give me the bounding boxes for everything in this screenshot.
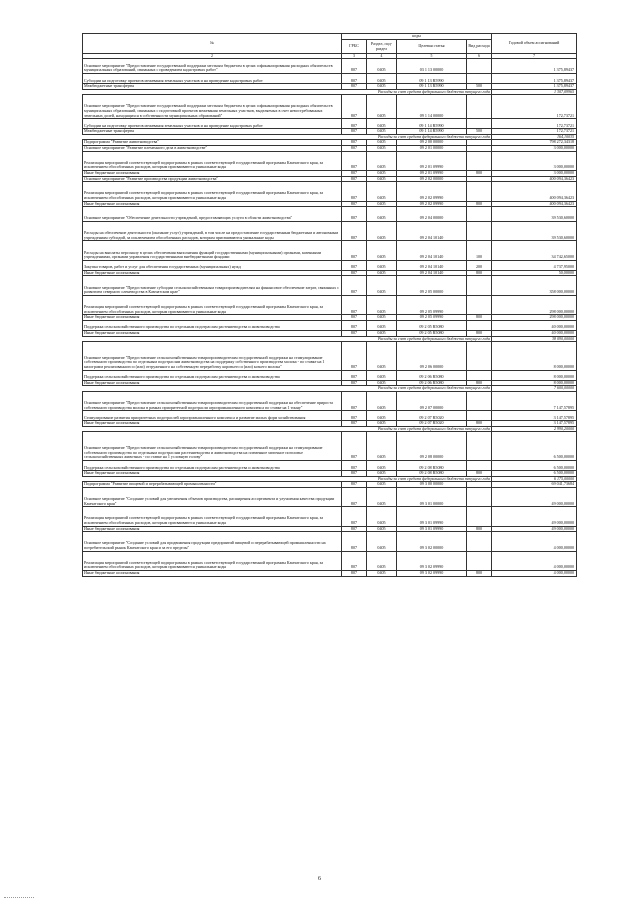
- expense-name-cell: Субсидии на подготовку проектов межевания земельных участков и на проведение кадастровых работ: [83, 74, 342, 84]
- grbs-cell: 807: [342, 84, 367, 90]
- expense-name-cell: Расходы на обеспечение деятельности (оказание услуг) учреждений, в том числе на предоставление государственным бюджетным и автономным учреждениям субсидий, за исключением обособленных расходов, которым присваиваются уникальные коды: [83, 221, 342, 240]
- razdel-cell: 0405: [367, 295, 397, 314]
- amount-cell: 40 000,00000: [492, 331, 577, 337]
- index-cell: 4: [367, 54, 397, 59]
- grbs-cell: 807: [342, 507, 367, 526]
- grbs-cell: 807: [342, 342, 367, 371]
- razdel-cell: 0405: [367, 315, 397, 321]
- razdel-cell: 0405: [367, 461, 397, 471]
- amount-cell: 49 000,00000: [492, 507, 577, 526]
- target-item-cell: 09 3 02 00000: [397, 532, 467, 551]
- razdel-cell: 0405: [367, 170, 397, 176]
- table-row: [83, 59, 577, 74]
- grbs-cell: 807: [342, 260, 367, 270]
- target-item-cell: 09 2 04 00000: [397, 207, 467, 222]
- razdel-cell: 0405: [367, 260, 397, 270]
- note-label: Расходы за счет средств федерального бюджета текущего года: [378, 336, 491, 341]
- expense-type-cell: [467, 95, 492, 119]
- amount-cell: 1 375,89437: [492, 74, 577, 84]
- table-row: [83, 411, 577, 421]
- expense-name-cell: Основное мероприятие "Развитие производства продукции животноводства": [83, 176, 342, 182]
- amount-cell: 6 500,00000: [492, 471, 577, 477]
- razdel-cell: 0405: [367, 342, 397, 371]
- table-row: [83, 507, 577, 526]
- expense-type-cell: [467, 59, 492, 74]
- expense-name-cell: Расходы на выплаты персоналу в целях обеспечения выполнения функций государственными (муниципальными) органами, казенными учреждениями, органами управления государственными внебюджетными фондами: [83, 241, 342, 260]
- table-row: [83, 391, 577, 410]
- note-label: Расходы за счет средств федерального бюджета текущего года: [378, 476, 491, 481]
- budget-sheet: [82, 33, 576, 577]
- expense-name-cell: Реализация мероприятий соответствующей подпрограммы в рамках соответствующей государственной программы Камчатского края, за исключением обособленных расходов, которым присваиваются уникальные коды: [83, 182, 342, 201]
- razdel-cell: 0405: [367, 432, 397, 461]
- razdel-cell: 0405: [367, 84, 397, 90]
- expense-name-cell: Основное мероприятие "Предоставление государственной поддержки местным бюджетам в целях софинансирования расходных обязательств муниципальных образований, связанных с проведением кадастровых работ": [83, 59, 342, 74]
- target-item-cell: 09 2 07 R5020: [397, 411, 467, 421]
- amount-cell: 298 000,00000: [492, 295, 577, 314]
- expense-name-cell: Иные бюджетные ассигнования: [83, 380, 342, 386]
- grbs-cell: 807: [342, 461, 367, 471]
- razdel-cell: 0405: [367, 507, 397, 526]
- amount-cell: 172,73721: [492, 129, 577, 135]
- expense-type-cell: [467, 461, 492, 471]
- expense-type-cell: [467, 370, 492, 380]
- amount-cell: 3 000,00000: [492, 170, 577, 176]
- index-cell: 3: [342, 54, 367, 59]
- target-item-cell: 09 2 06 00000: [397, 342, 467, 371]
- amount-cell: 7 147,57895: [492, 391, 577, 410]
- amount-cell: 298 000,00000: [492, 315, 577, 321]
- razdel-cell: 0405: [367, 74, 397, 84]
- expense-type-cell: [467, 411, 492, 421]
- grbs-cell: 807: [342, 432, 367, 461]
- table-row: [83, 461, 577, 471]
- expense-name-cell: Подпрограмма "Развитие животноводства": [83, 140, 342, 146]
- expense-type-cell: [467, 487, 492, 506]
- razdel-cell: 0405: [367, 526, 397, 532]
- grbs-cell: 807: [342, 331, 367, 337]
- target-item-cell: 09 3 02 09990: [397, 570, 467, 576]
- grbs-cell: 807: [342, 320, 367, 330]
- amount-cell: 39 530,60000: [492, 221, 577, 240]
- table-row: [83, 119, 577, 129]
- target-item-cell: 09 2 05 09990: [397, 295, 467, 314]
- expense-name-cell: Иные бюджетные ассигнования: [83, 315, 342, 321]
- razdel-cell: 0405: [367, 140, 397, 146]
- expense-name-cell: Реализация мероприятий соответствующей подпрограммы в рамках соответствующей государственной программы Камчатского края, за исключением обособленных расходов, которым присваиваются уникальные коды: [83, 507, 342, 526]
- note-label: Расходы за счет средств федерального бюджета текущего года: [378, 89, 491, 94]
- expense-type-cell: 200: [467, 260, 492, 270]
- expense-type-cell: 800: [467, 471, 492, 477]
- table-row: [83, 320, 577, 330]
- target-item-cell: 09 3 00 00000: [397, 482, 467, 488]
- target-item-cell: 09 2 07 00000: [397, 391, 467, 410]
- table-row: [83, 295, 577, 314]
- razdel-cell: 0405: [367, 95, 397, 119]
- razdel-cell: 0405: [367, 276, 397, 295]
- amount-cell: 49 000,00000: [492, 526, 577, 532]
- expense-name-cell: Иные бюджетные ассигнования: [83, 170, 342, 176]
- target-item-cell: 09 2 06 R5080: [397, 380, 467, 386]
- expense-type-cell: [467, 295, 492, 314]
- razdel-cell: 0405: [367, 551, 397, 570]
- note-label: Расходы за счет средств федерального бюджета текущего года: [378, 134, 491, 139]
- amount-cell: 172,73721: [492, 95, 577, 119]
- expense-type-cell: [467, 391, 492, 410]
- razdel-cell: 0405: [367, 421, 397, 427]
- table-row: [83, 207, 577, 222]
- amount-cell: 69 041,73684: [492, 482, 577, 488]
- note-amount: 6 175,00000: [492, 476, 577, 481]
- grbs-cell: 807: [342, 95, 367, 119]
- grbs-cell: 807: [342, 151, 367, 170]
- grbs-cell: 807: [342, 532, 367, 551]
- target-item-cell: 03 1 13 00000: [397, 59, 467, 74]
- amount-cell: 1 375,89437: [492, 59, 577, 74]
- grbs-cell: 807: [342, 176, 367, 182]
- razdel-cell: 0405: [367, 221, 397, 240]
- grbs-cell: 807: [342, 482, 367, 488]
- table-row: [83, 432, 577, 461]
- amount-cell: 6 500,00000: [492, 432, 577, 461]
- expense-type-cell: 500: [467, 129, 492, 135]
- razdel-cell: 0405: [367, 320, 397, 330]
- amount-cell: 400 094,36423: [492, 182, 577, 201]
- razdel-cell: 0405: [367, 145, 397, 151]
- razdel-cell: 0405: [367, 129, 397, 135]
- table-row: [83, 95, 577, 119]
- header-col-no: №: [83, 34, 342, 54]
- expense-type-cell: [467, 320, 492, 330]
- amount-cell: 49 000,00000: [492, 487, 577, 506]
- index-cell: 2: [83, 54, 342, 59]
- expense-name-cell: Подпрограмма "Развитие пищевой и перерабатывающей промышленности": [83, 482, 342, 488]
- target-item-cell: 09 1 13 R5990: [397, 84, 467, 90]
- razdel-cell: 0405: [367, 207, 397, 222]
- amount-cell: 400 094,36423: [492, 201, 577, 207]
- expense-name-cell: Стимулирование развития приоритетных подотраслей агропромышленного комплекса и развитие малых форм хозяйствования: [83, 411, 342, 421]
- grbs-cell: 807: [342, 570, 367, 576]
- expense-type-cell: [467, 119, 492, 129]
- expense-type-cell: [467, 221, 492, 240]
- grbs-cell: 807: [342, 182, 367, 201]
- table-row: [83, 487, 577, 506]
- target-item-cell: 09 2 05 R5080: [397, 331, 467, 337]
- table-row: [83, 260, 577, 270]
- grbs-cell: 807: [342, 59, 367, 74]
- amount-cell: 6 500,00000: [492, 461, 577, 471]
- expense-name-cell: Иные бюджетные ассигнования: [83, 201, 342, 207]
- header-codes: коды: [342, 34, 492, 40]
- grbs-cell: 807: [342, 129, 367, 135]
- note-label: Расходы за счет средств федерального бюджета текущего года: [378, 385, 491, 391]
- razdel-cell: 0405: [367, 201, 397, 207]
- target-item-cell: 09 2 07 R5020: [397, 421, 467, 427]
- expense-type-cell: 800: [467, 421, 492, 427]
- header-expense-type: Вид расхода: [467, 40, 492, 54]
- expense-type-cell: 100: [467, 241, 492, 260]
- expense-name-cell: Закупка товаров, работ и услуг для обеспечения государственных (муниципальных) нужд: [83, 260, 342, 270]
- amount-cell: 3 147,57895: [492, 411, 577, 421]
- expense-type-cell: 500: [467, 84, 492, 90]
- expense-name-cell: Иные бюджетные ассигнования: [83, 331, 342, 337]
- index-cell: 5: [397, 54, 467, 59]
- expense-type-cell: [467, 151, 492, 170]
- grbs-cell: 807: [342, 370, 367, 380]
- grbs-cell: 807: [342, 140, 367, 146]
- expense-type-cell: [467, 74, 492, 84]
- amount-cell: 358 000,00000: [492, 276, 577, 295]
- expense-name-cell: Иные бюджетные ассигнования: [83, 570, 342, 576]
- table-row: [83, 151, 577, 170]
- grbs-cell: 807: [342, 207, 367, 222]
- amount-cell: 39 530,60000: [492, 207, 577, 222]
- razdel-cell: 0405: [367, 176, 397, 182]
- grbs-cell: 807: [342, 276, 367, 295]
- expense-name-cell: Реализация мероприятий соответствующей подпрограммы в рамках соответствующей государственной программы Камчатского края, за исключением обособленных расходов, которым присваиваются уникальные коды: [83, 295, 342, 314]
- razdel-cell: 0405: [367, 331, 397, 337]
- table-row: [83, 551, 577, 570]
- target-item-cell: 09 2 08 00000: [397, 432, 467, 461]
- expense-name-cell: Межбюджетные трансферты: [83, 84, 342, 90]
- razdel-cell: 0405: [367, 370, 397, 380]
- table-row: [83, 570, 577, 576]
- page-number: 6: [318, 876, 321, 882]
- table-row: [83, 74, 577, 84]
- expense-type-cell: [467, 551, 492, 570]
- expense-name-cell: Основное мероприятие "Предоставление государственной поддержки местным бюджетам в целях софинансирования расходных обязательств муниципальных образований, связанных с подготовкой проектов межевания земельных участков, выделяемых в счет невостребованных земельных долей, находящихся в собственности муниципальных образований": [83, 95, 342, 119]
- razdel-cell: 0405: [367, 380, 397, 386]
- target-item-cell: 09 3 01 00000: [397, 487, 467, 506]
- expense-name-cell: Основное мероприятие "Предоставление субсидии сельскохозяйственным товаропроизводителям на финансовое обеспечение затрат, связанных с развитием северного оленеводства в Камчатском крае": [83, 276, 342, 295]
- grbs-cell: 807: [342, 526, 367, 532]
- target-item-cell: 09 2 04 10140: [397, 221, 467, 240]
- expense-type-cell: [467, 342, 492, 371]
- expense-name-cell: Субсидии на подготовку проектов межевания земельных участков и на проведение кадастровых работ: [83, 119, 342, 129]
- note-amount: 2 990,20000: [492, 427, 577, 432]
- grbs-cell: 807: [342, 391, 367, 410]
- grbs-cell: 807: [342, 270, 367, 276]
- expense-type-cell: [467, 507, 492, 526]
- expense-type-cell: [467, 207, 492, 222]
- grbs-cell: 807: [342, 145, 367, 151]
- expense-name-cell: Поддержка сельскохозяйственного производства по отдельным подотраслям растениеводства и животноводства: [83, 370, 342, 380]
- expense-name-cell: Основное мероприятие "Развитие племенного дела в животноводстве": [83, 145, 342, 151]
- target-item-cell: 09 2 02 00000: [397, 176, 467, 182]
- amount-cell: 3 000,00000: [492, 151, 577, 170]
- expense-type-cell: [467, 432, 492, 461]
- expense-type-cell: 800: [467, 526, 492, 532]
- expense-name-cell: Основное мероприятие "Создание условий для увеличения объемов производства, расширения ассортимента и улучшения качества продукции Камчатского края": [83, 487, 342, 506]
- target-item-cell: 09 2 04 10140: [397, 241, 467, 260]
- target-item-cell: 09 2 02 09990: [397, 182, 467, 201]
- expense-name-cell: Основное мероприятие "Предоставление сельскохозяйственным товаропроизводителям государственной поддержки на обеспечение прироста собственного производства молока в рамках приоритетной подотрасли агропромышленного комплекса по ставке на 1 тонну": [83, 391, 342, 410]
- grbs-cell: 807: [342, 487, 367, 506]
- table-row: [83, 342, 577, 371]
- target-item-cell: 09 2 01 09990: [397, 151, 467, 170]
- expense-name-cell: Межбюджетные трансферты: [83, 129, 342, 135]
- grbs-cell: 807: [342, 241, 367, 260]
- header-grbs: ГРБС: [342, 40, 367, 54]
- table-row: [83, 532, 577, 551]
- index-cell: 7: [492, 54, 577, 59]
- razdel-cell: 0405: [367, 391, 397, 410]
- expense-name-cell: Иные бюджетные ассигнования: [83, 471, 342, 477]
- target-item-cell: 09 3 02 09990: [397, 551, 467, 570]
- target-item-cell: 09 2 01 00000: [397, 145, 467, 151]
- grbs-cell: 807: [342, 170, 367, 176]
- expense-name-cell: Основное мероприятие "Создание условий для продвижения продукции предприятий пищевой и перерабатывающей промышленности на потребительский рынок Камчатского края и за его пределы": [83, 532, 342, 551]
- note-label: Расходы за счет средств федерального бюджета текущего года: [378, 426, 491, 431]
- expense-name-cell: Иные бюджетные ассигнования: [83, 270, 342, 276]
- amount-cell: 798 272,34318: [492, 140, 577, 146]
- amount-cell: 4 000,00000: [492, 551, 577, 570]
- razdel-cell: 0405: [367, 482, 397, 488]
- target-item-cell: 09 2 08 R5080: [397, 471, 467, 477]
- amount-cell: 400 094,36423: [492, 176, 577, 182]
- expense-name-cell: Реализация мероприятий соответствующей подпрограммы в рамках соответствующей государственной программы Камчатского края, за исключением обособленных расходов, которым присваиваются уникальные коды: [83, 151, 342, 170]
- index-cell: 6: [467, 54, 492, 59]
- razdel-cell: 0405: [367, 570, 397, 576]
- expense-name-cell: Иные бюджетные ассигнования: [83, 421, 342, 427]
- table-row: [83, 276, 577, 295]
- grbs-cell: 807: [342, 411, 367, 421]
- target-item-cell: 09 2 06 R5080: [397, 370, 467, 380]
- target-item-cell: 09 2 05 00000: [397, 276, 467, 295]
- razdel-cell: 0405: [367, 151, 397, 170]
- expense-type-cell: [467, 532, 492, 551]
- expense-name-cell: Поддержка сельскохозяйственного производства по отдельным подотраслям растениеводства и животноводства: [83, 320, 342, 330]
- expense-type-cell: 800: [467, 315, 492, 321]
- amount-cell: 8 000,00000: [492, 380, 577, 386]
- razdel-cell: 0405: [367, 532, 397, 551]
- expense-name-cell: Основное мероприятие "Предоставление сельскохозяйственным товаропроизводителям государственной поддержки на стимулирование собственного производства по отдельным подотраслям растениеводства и животноводства на племенное маточное поголовье сельскохозяйственных животных - по ставке на 1 условную голову": [83, 432, 342, 461]
- target-item-cell: 09 2 00 00000: [397, 140, 467, 146]
- amount-cell: 4 000,00000: [492, 570, 577, 576]
- grbs-cell: 807: [342, 471, 367, 477]
- razdel-cell: 0405: [367, 241, 397, 260]
- expense-name-cell: Поддержка сельскохозяйственного производства по отдельным подотраслям растениеводства и животноводства: [83, 461, 342, 471]
- expense-type-cell: 800: [467, 270, 492, 276]
- note-amount: 38 090,00000: [492, 336, 577, 341]
- expense-type-cell: [467, 276, 492, 295]
- razdel-cell: 0405: [367, 411, 397, 421]
- budget-table: [82, 33, 577, 577]
- expense-type-cell: 800: [467, 201, 492, 207]
- table-row: [83, 182, 577, 201]
- razdel-cell: 0405: [367, 270, 397, 276]
- razdel-cell: 0405: [367, 487, 397, 506]
- grbs-cell: 807: [342, 551, 367, 570]
- expense-type-cell: 800: [467, 331, 492, 337]
- header-razdel: Раздел, под-раздел: [367, 40, 397, 54]
- target-item-cell: 09 3 01 09990: [397, 507, 467, 526]
- target-item-cell: 09 2 04 10140: [397, 260, 467, 270]
- target-item-cell: 09 1 14 R5990: [397, 119, 467, 129]
- footer-stamp-line: [4, 892, 34, 898]
- amount-cell: 4 000,00000: [492, 532, 577, 551]
- target-item-cell: 09 1 14 R5990: [397, 129, 467, 135]
- expense-name-cell: Основное мероприятие "Обеспечение деятельности учреждений, предоставляющих услуги в области животноводства": [83, 207, 342, 222]
- note-amount: 1 307,09965: [492, 89, 577, 94]
- expense-type-cell: 800: [467, 380, 492, 386]
- target-item-cell: 09 1 14 00000: [397, 95, 467, 119]
- table-row: [83, 221, 577, 240]
- header-target-item: Целевая статья: [397, 40, 467, 54]
- target-item-cell: 09 1 13 R5990: [397, 74, 467, 84]
- amount-cell: 40 000,00000: [492, 320, 577, 330]
- target-item-cell: 09 2 08 R5080: [397, 461, 467, 471]
- target-item-cell: 09 2 02 09990: [397, 201, 467, 207]
- expense-name-cell: Реализация мероприятий соответствующей подпрограммы в рамках соответствующей государственной программы Камчатского края, за исключением обособленных расходов, которым присваиваются уникальные коды: [83, 551, 342, 570]
- amount-cell: 172,73721: [492, 119, 577, 129]
- expense-type-cell: 800: [467, 570, 492, 576]
- razdel-cell: 0405: [367, 471, 397, 477]
- razdel-cell: 0405: [367, 182, 397, 201]
- razdel-cell: 0405: [367, 59, 397, 74]
- target-item-cell: 09 2 01 09990: [397, 170, 467, 176]
- target-item-cell: 09 2 05 09990: [397, 315, 467, 321]
- grbs-cell: 807: [342, 421, 367, 427]
- grbs-cell: 807: [342, 201, 367, 207]
- amount-cell: 8 000,00000: [492, 342, 577, 371]
- amount-cell: 3 000,00000: [492, 145, 577, 151]
- header-annual-volume: Годовой объем ассигнований: [492, 34, 577, 54]
- amount-cell: 3 147,57895: [492, 421, 577, 427]
- target-item-cell: 09 3 01 09990: [397, 526, 467, 532]
- target-item-cell: 09 2 04 10140: [397, 270, 467, 276]
- grbs-cell: 807: [342, 295, 367, 314]
- grbs-cell: 807: [342, 315, 367, 321]
- amount-cell: 4 737,95000: [492, 260, 577, 270]
- note-amount: 164,10035: [492, 134, 577, 139]
- grbs-cell: 807: [342, 221, 367, 240]
- expense-name-cell: Иные бюджетные ассигнования: [83, 526, 342, 532]
- amount-cell: 50,00000: [492, 270, 577, 276]
- amount-cell: 1 375,89437: [492, 84, 577, 90]
- note-amount: 7 600,00000: [492, 386, 577, 391]
- table-row: [83, 370, 577, 380]
- amount-cell: 34 742,65000: [492, 241, 577, 260]
- grbs-cell: 807: [342, 119, 367, 129]
- razdel-cell: 0405: [367, 119, 397, 129]
- grbs-cell: 807: [342, 74, 367, 84]
- amount-cell: 8 000,00000: [492, 370, 577, 380]
- table-body: [83, 59, 577, 576]
- table-row: [83, 241, 577, 260]
- expense-type-cell: 800: [467, 170, 492, 176]
- grbs-cell: 807: [342, 380, 367, 386]
- expense-type-cell: [467, 182, 492, 201]
- target-item-cell: 09 2 05 R5080: [397, 320, 467, 330]
- expense-name-cell: Основное мероприятие "Предоставление сельскохозяйственным товаропроизводителям государственной поддержки на стимулирование собственного производства по отдельным подотраслям животноводства на поддержку собственного производства молока - по ставке на 1 килограмм реализованного и (или) отгруженного на собственную переработку коровьего и (или) козьего молока": [83, 342, 342, 371]
